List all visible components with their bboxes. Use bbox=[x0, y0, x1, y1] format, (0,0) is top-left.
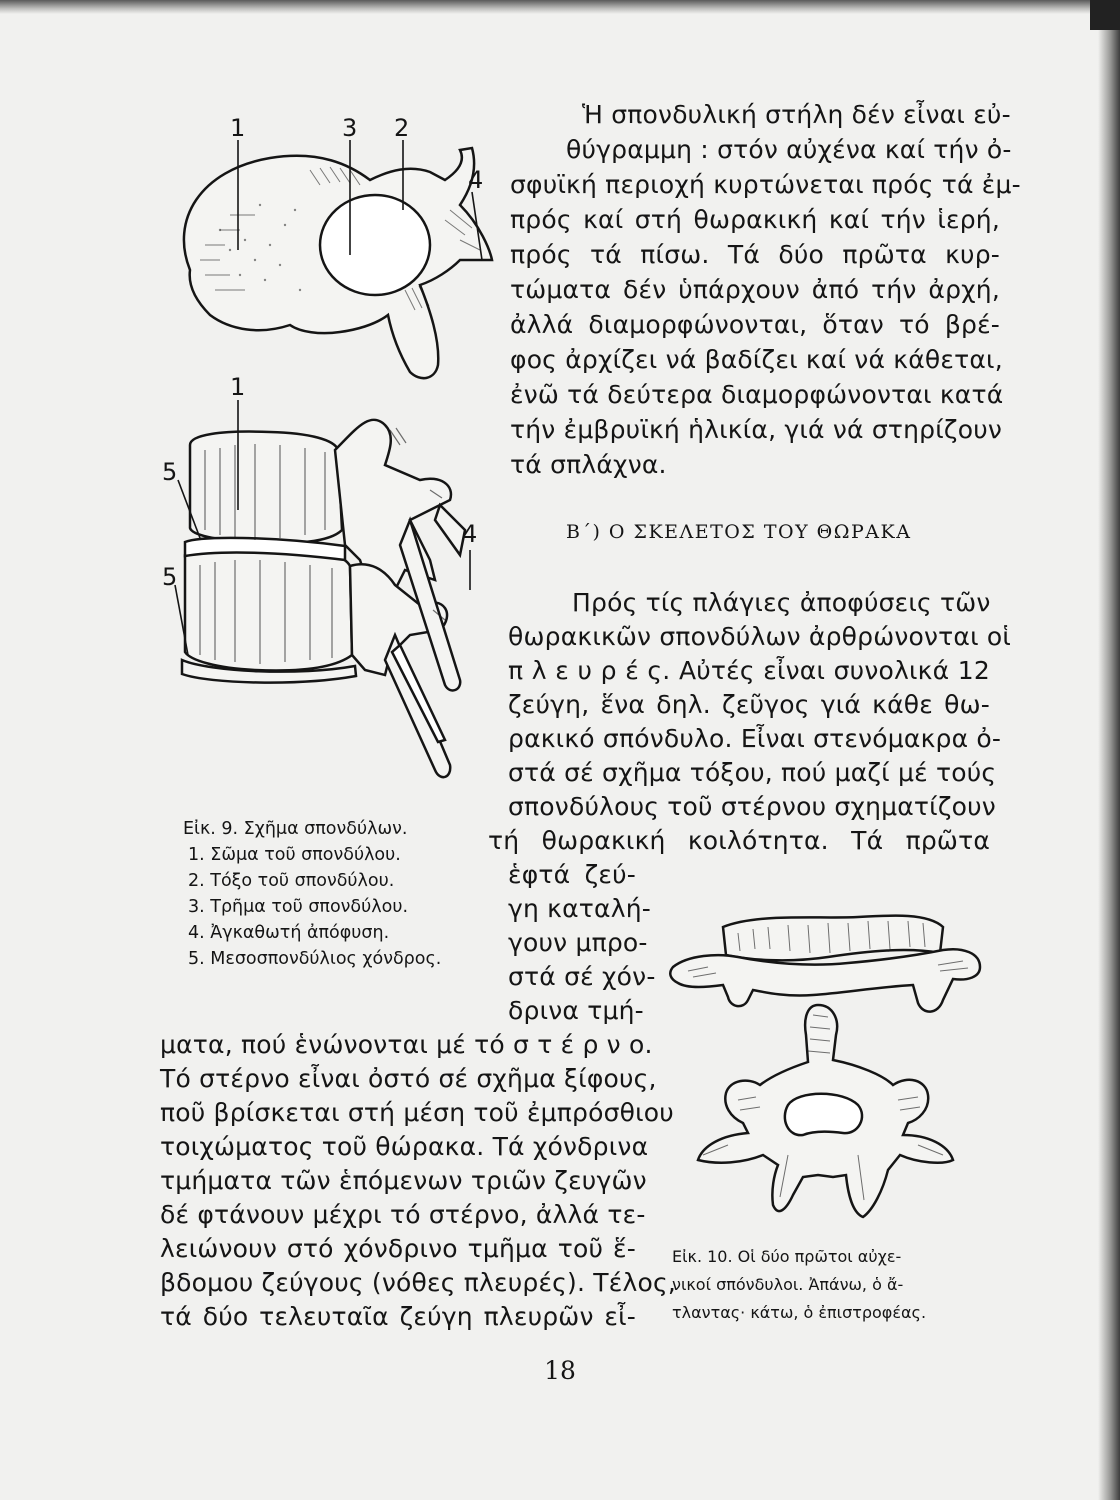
para1-line-8: φος ἀρχίζει νά βαδίζει καί νά κάθεται, bbox=[510, 345, 1003, 374]
para1-line-5: πρός τά πίσω. Τά δύο πρῶτα κυρ- bbox=[510, 240, 1000, 269]
page-number: 18 bbox=[544, 1356, 576, 1385]
para2-wide-7: λειώνουν στό χόνδρινο τμῆμα τοῦ ἕ- bbox=[160, 1234, 636, 1263]
para2-narrow-3: γουν μπρο- bbox=[508, 928, 648, 957]
para2-wide-2: Τό στέρνο εἶναι ὀστό σέ σχῆμα ξίφους, bbox=[160, 1064, 657, 1093]
para2-narrow-1: ἑφτά ζεύ- bbox=[508, 860, 636, 889]
fig9-label-4: 4 bbox=[468, 166, 484, 194]
fig9-label-3: 3 bbox=[342, 114, 358, 142]
fig9-legend-3: 3. Τρῆμα τοῦ σπονδύλου. bbox=[188, 897, 409, 917]
fig9-legend-2: 2. Τόξο τοῦ σπονδύλου. bbox=[188, 871, 395, 891]
para1-line-9: ἐνῶ τά δεύτερα διαμορφώνονται κατά bbox=[510, 380, 1004, 409]
fig10-caption-line-2: νικοί σπόνδυλοι. Ἀπάνω, ὁ ἄ- bbox=[672, 1275, 904, 1294]
para2-line-6: στά σέ σχῆμα τόξου, πού μαζί μέ τούς bbox=[508, 758, 997, 787]
figure-10-axis bbox=[668, 1005, 988, 1220]
para2-wide-4: τοιχώματος τοῦ θώρακα. Τά χόνδρινα bbox=[160, 1132, 649, 1161]
fig9-side-label-5b: 5 bbox=[162, 563, 178, 591]
fig9-side-label-1: 1 bbox=[230, 373, 246, 401]
fig9-title: Εἰκ. 9. Σχῆμα σπονδύλων. bbox=[183, 819, 408, 839]
para2-narrow-4: στά σέ χόν- bbox=[508, 962, 656, 991]
fig9-side-label-5a: 5 bbox=[162, 458, 178, 486]
section-heading: Β΄) Ο ΣΚΕΛΕΤΟΣ ΤΟΥ ΘΩΡΑΚΑ bbox=[566, 521, 912, 543]
fig9-side-label-4: 4 bbox=[462, 520, 478, 548]
scan-corner bbox=[1090, 0, 1120, 30]
para2-narrow-2: γη καταλή- bbox=[508, 894, 651, 923]
para2-wide-8: βδομου ζεύγους (νόθες πλευρές). Τέλος, bbox=[160, 1268, 676, 1297]
para1-line-11: τά σπλάχνα. bbox=[510, 450, 667, 479]
para2-line-2: θωρακικῶν σπονδύλων ἀρθρώνονται οἱ bbox=[508, 622, 1012, 651]
figure-9-vertebra-top-view bbox=[160, 110, 510, 400]
para1-line-1: Ἡ σπονδυλική στήλη δέν εἶναι εὐ- bbox=[582, 100, 1011, 129]
para2-line-4: ζεύγη, ἕνα δηλ. ζεῦγος γιά κάθε θω- bbox=[508, 690, 990, 719]
para2-narrow-5: δρινα τμή- bbox=[508, 996, 644, 1025]
para2-line-5: ρακικό σπόνδυλο. Εἶναι στενόμακρα ὀ- bbox=[508, 724, 1002, 753]
para1-line-4: πρός καί στή θωρακική καί τήν ἱερή, bbox=[510, 205, 1000, 234]
para1-line-10: τήν ἐμβρυϊκή ἡλικία, γιά νά στηρίζουν bbox=[510, 415, 1003, 444]
figure-9-vertebrae-side-view bbox=[160, 370, 490, 790]
para1-line-6: τώματα δέν ὑπάρχουν ἀπό τήν ἀρχή, bbox=[510, 275, 1000, 304]
fig10-caption-line-3: τλαντας· κάτω, ὁ ἐπιστροφέας. bbox=[672, 1303, 927, 1322]
scan-edge-right bbox=[1098, 0, 1120, 1500]
fig9-legend-4: 4. Ἀγκαθωτή ἀπόφυση. bbox=[188, 923, 390, 943]
para2-line-1: Πρός τίς πλάγιες ἀποφύσεις τῶν bbox=[572, 588, 991, 617]
fig9-legend-1: 1. Σῶμα τοῦ σπονδύλου. bbox=[188, 845, 401, 865]
para2-wide-5: τμήματα τῶν ἑπόμενων τριῶν ζευγῶν bbox=[160, 1166, 647, 1195]
fig9-label-2: 2 bbox=[394, 114, 410, 142]
fig9-label-1: 1 bbox=[230, 114, 246, 142]
para2-line-3: π λ ε υ ρ έ ς. Αὐτές εἶναι συνολικά 12 bbox=[508, 656, 990, 685]
para2-line-8: τή θωρακική κοιλότητα. Τά πρῶτα bbox=[488, 826, 990, 855]
scan-edge-top bbox=[0, 0, 1120, 14]
para1-line-2: θύγραμμη : στόν αὐχένα καί τήν ὀ- bbox=[566, 135, 1012, 164]
para2-line-7: σπονδύλους τοῦ στέρνου σχηματίζουν bbox=[508, 792, 996, 821]
para2-wide-1: ματα, πού ἑνώνονται μέ τό σ τ έ ρ ν ο. bbox=[160, 1030, 653, 1059]
para2-wide-6: δέ φτάνουν μέχρι τό στέρνο, ἀλλά τε- bbox=[160, 1200, 646, 1229]
fig9-legend-5: 5. Μεσοσπονδύλιος χόνδρος. bbox=[188, 949, 442, 969]
para2-wide-9: τά δύο τελευταῖα ζεύγη πλευρῶν εἶ- bbox=[160, 1302, 636, 1331]
para1-line-7: ἀλλά διαμορφώνονται, ὅταν τό βρέ- bbox=[510, 310, 1000, 339]
fig10-caption-line-1: Εἰκ. 10. Οἱ δύο πρῶτοι αὐχε- bbox=[672, 1247, 902, 1266]
para2-wide-3: ποῦ βρίσκεται στή μέση τοῦ ἐμπρόσθιου bbox=[160, 1098, 674, 1127]
para1-line-3: σφυϊκή περιοχή κυρτώνεται πρός τά ἐμ- bbox=[510, 170, 1021, 199]
